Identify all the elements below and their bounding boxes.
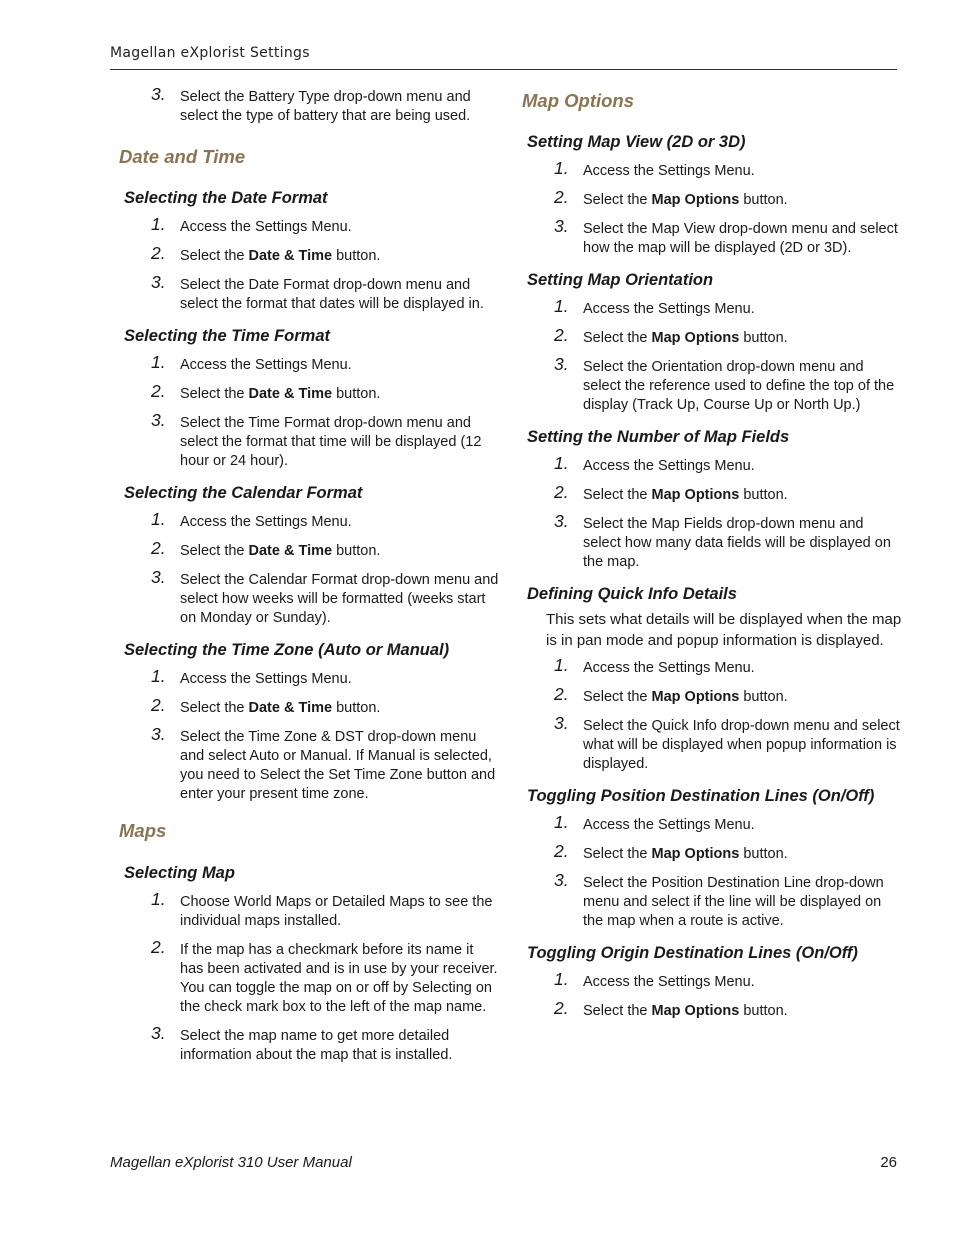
step-item: [119, 538, 499, 561]
step-text-plain: Select the Position Destination Line drop-down menu and select if the line will be displayed on the map when a route is active.: [583, 875, 884, 929]
subheading-selecting-map: Selecting Map: [124, 864, 235, 882]
subheading-map-view: Setting Map View (2D or 3D): [527, 133, 746, 151]
step-text-plain: Select the: [180, 700, 249, 716]
right-column: [522, 86, 902, 1031]
steps-map-fields: [522, 453, 902, 572]
step-item: [119, 381, 499, 404]
step-text-plain: Choose World Maps or Detailed Maps to see the individual maps installed.: [180, 894, 493, 929]
section-heading-maps: Maps: [119, 820, 167, 841]
step-number: 3.: [554, 216, 569, 236]
step-text-plain: button.: [332, 386, 381, 402]
steps-origin-lines: [522, 969, 902, 1021]
step-text-plain: Select the: [583, 330, 652, 346]
step-text-emphasis: Date & Time: [248, 386, 333, 402]
subheading-position-lines: Toggling Position Destination Lines (On/Off): [527, 787, 875, 805]
step-item: [522, 296, 902, 319]
step-text: [180, 277, 484, 312]
step-text-plain: button.: [739, 846, 788, 862]
step-text: [180, 942, 498, 1015]
step-text: [180, 1028, 452, 1063]
quick-info-paragraph: This sets what details will be displayed when the map is in pan mode and popup information is displayed.: [546, 611, 902, 649]
step-number: 1.: [151, 889, 166, 909]
step-item: [522, 812, 902, 835]
step-text-plain: Access the Settings Menu.: [583, 974, 755, 990]
step-text-plain: button.: [332, 700, 381, 716]
subheading-calendar-format: Selecting the Calendar Format: [124, 484, 363, 502]
step-text: [180, 514, 352, 530]
step-item: [119, 509, 499, 532]
step-text-plain: Access the Settings Menu.: [583, 163, 755, 179]
step-text-plain: Select the: [583, 689, 652, 705]
step-text: [180, 219, 352, 235]
steps-map-view: [522, 158, 902, 258]
step-number: 2.: [554, 482, 569, 502]
step-text: [583, 359, 894, 413]
step-text-emphasis: Map Options: [651, 1003, 740, 1019]
steps-selecting-map: [119, 889, 499, 1065]
step-text-plain: button.: [739, 330, 788, 346]
step-text: [180, 386, 380, 402]
step-text-emphasis: Map Options: [651, 689, 740, 705]
step-text-emphasis: Map Options: [651, 487, 740, 503]
step-text-plain: Access the Settings Menu.: [180, 357, 352, 373]
step-item: [522, 713, 902, 774]
step-text-plain: Access the Settings Menu.: [583, 817, 755, 833]
step-text-plain: Select the: [583, 846, 652, 862]
step-text: Select the Battery Type drop-down menu and select the type of battery that are being used.: [180, 89, 471, 124]
step-text: [180, 894, 492, 929]
step-text-plain: If the map has a checkmark before its name it has been activated and is in use by your receiver. You can toggle the map on or off by Selecting on the check mark box to the left of the map name.: [180, 942, 498, 1015]
step-number: 2.: [554, 684, 569, 704]
step-text-plain: Access the Settings Menu.: [583, 458, 755, 474]
step-number: 2.: [151, 538, 166, 558]
step-text-plain: button.: [739, 192, 788, 208]
step-text-plain: Access the Settings Menu.: [583, 301, 755, 317]
steps-map-orientation: [522, 296, 902, 415]
step-text-plain: Access the Settings Menu.: [180, 671, 352, 687]
step-item: [522, 325, 902, 348]
step-item: [119, 243, 499, 266]
step-text: [583, 163, 755, 179]
section-heading-date-time: Date and Time: [119, 146, 246, 167]
step-text: [583, 221, 898, 256]
step-text-plain: Select the Map View drop-down menu and select how the map will be displayed (2D or 3D).: [583, 221, 898, 256]
step-item: [119, 666, 499, 689]
step-item: [522, 684, 902, 707]
step-text: [583, 875, 884, 929]
step-item: [119, 937, 499, 1017]
footer-manual-title: Magellan eXplorist 310 User Manual: [110, 1154, 352, 1171]
step-number: 1.: [554, 812, 569, 832]
step-text-plain: button.: [739, 1003, 788, 1019]
steps-date-format: [119, 214, 499, 314]
step-text-emphasis: Date & Time: [248, 248, 333, 264]
step-number: 2.: [554, 998, 569, 1018]
step-item: [119, 889, 499, 931]
step-number: 1.: [151, 214, 166, 234]
step-text: [583, 458, 755, 474]
step-text: [583, 330, 788, 346]
step-text: [180, 357, 352, 373]
step-item: [522, 482, 902, 505]
step-number: 3.: [151, 272, 166, 292]
step-item: [119, 84, 499, 126]
step-text-plain: Select the Date Format drop-down menu and select the format that dates will be displayed in.: [180, 277, 484, 312]
steps-quick-info: [522, 655, 902, 774]
step-text: [583, 846, 788, 862]
step-number: 2.: [151, 695, 166, 715]
step-text: [583, 1003, 788, 1019]
subheading-time-format: Selecting the Time Format: [124, 327, 330, 345]
subheading-quick-info: Defining Quick Info Details: [527, 585, 737, 603]
step-text-plain: Access the Settings Menu.: [583, 660, 755, 676]
page-footer: [110, 1154, 897, 1171]
step-item: [119, 352, 499, 375]
step-text: [583, 301, 755, 317]
step-text: [180, 729, 495, 802]
step-text: [180, 248, 380, 264]
step-item: [522, 511, 902, 572]
step-item: [522, 655, 902, 678]
step-text: [583, 660, 755, 676]
step-text: [180, 671, 352, 687]
footer-page-number: 26: [880, 1154, 897, 1171]
step-item: [522, 969, 902, 992]
step-text-plain: Select the: [583, 1003, 652, 1019]
step-text-plain: Select the: [583, 192, 652, 208]
header-title: Magellan eXplorist Settings: [110, 45, 310, 61]
step-item: [522, 158, 902, 181]
section-heading-map-options: Map Options: [522, 90, 635, 111]
step-text-emphasis: Map Options: [651, 192, 740, 208]
step-number: 3.: [554, 511, 569, 531]
step-text: [583, 817, 755, 833]
step-number: 1.: [554, 296, 569, 316]
step-item: [522, 870, 902, 931]
step-number: 2.: [554, 325, 569, 345]
step-item: [522, 998, 902, 1021]
step-number: 1.: [151, 666, 166, 686]
step-number: 2.: [151, 381, 166, 401]
step-item: [522, 453, 902, 476]
steps-calendar-format: [119, 509, 499, 628]
step-item: [119, 724, 499, 804]
step-number: 3.: [151, 84, 166, 104]
steps-position-lines: [522, 812, 902, 931]
step-number: 3.: [151, 410, 166, 430]
step-text: [180, 415, 481, 469]
step-text-plain: Select the: [180, 543, 249, 559]
intro-steps: [119, 84, 499, 126]
step-text-plain: Select the Time Format drop-down menu and select the format that time will be displayed (12 hour or 24 hour).: [180, 415, 482, 469]
step-number: 1.: [151, 509, 166, 529]
step-item: [119, 695, 499, 718]
step-text-plain: Select the map name to get more detailed information about the map that is installed.: [180, 1028, 453, 1063]
step-text-plain: button.: [739, 689, 788, 705]
step-number: 1.: [554, 453, 569, 473]
step-number: 3.: [151, 724, 166, 744]
subheading-origin-lines: Toggling Origin Destination Lines (On/Off): [527, 944, 858, 962]
step-text: [583, 718, 900, 772]
step-text: [180, 572, 498, 626]
step-text-plain: button.: [332, 543, 381, 559]
step-item: [522, 841, 902, 864]
subheading-date-format: Selecting the Date Format: [124, 189, 328, 207]
step-text-emphasis: Map Options: [651, 846, 740, 862]
step-text-plain: Select the: [180, 248, 249, 264]
step-item: [119, 410, 499, 471]
step-number: 2.: [554, 841, 569, 861]
step-text-plain: Select the: [583, 487, 652, 503]
step-number: 1.: [554, 655, 569, 675]
step-text-plain: Select the: [180, 386, 249, 402]
step-item: [119, 272, 499, 314]
step-number: 2.: [554, 187, 569, 207]
step-text-plain: button.: [332, 248, 381, 264]
left-column: [119, 86, 499, 1075]
step-text-plain: Select the Orientation drop-down menu and select the reference used to define the top of the display (Track Up, Course Up or North Up.): [583, 359, 895, 413]
step-text-emphasis: Date & Time: [248, 543, 333, 559]
step-text-plain: button.: [739, 487, 788, 503]
step-number: 3.: [554, 354, 569, 374]
step-number: 3.: [151, 567, 166, 587]
step-text: [583, 689, 788, 705]
subheading-map-orientation: Setting Map Orientation: [527, 271, 714, 289]
step-item: [522, 354, 902, 415]
step-item: [119, 1023, 499, 1065]
step-number: 1.: [554, 969, 569, 989]
step-text: [583, 487, 788, 503]
subheading-map-fields: Setting the Number of Map Fields: [527, 428, 790, 446]
step-text-plain: Access the Settings Menu.: [180, 219, 352, 235]
step-text-plain: Select the Time Zone & DST drop-down menu and select Auto or Manual. If Manual is selected, you need to Select the Set Time Zone button and enter your present time zone.: [180, 729, 496, 802]
step-text-emphasis: Map Options: [651, 330, 740, 346]
page-header: [110, 45, 897, 70]
step-item: [522, 187, 902, 210]
step-text: [180, 543, 380, 559]
step-text-emphasis: Date & Time: [248, 700, 333, 716]
step-number: 1.: [554, 158, 569, 178]
step-number: 1.: [151, 352, 166, 372]
subheading-time-zone: Selecting the Time Zone (Auto or Manual): [124, 641, 450, 659]
step-number: 3.: [554, 713, 569, 733]
steps-time-zone: [119, 666, 499, 804]
step-text: [180, 700, 380, 716]
step-text-plain: Select the Quick Info drop-down menu and select what will be displayed when popup information is displayed.: [583, 718, 900, 772]
step-item: [522, 216, 902, 258]
step-item: [119, 214, 499, 237]
step-text: [583, 192, 788, 208]
step-item: [119, 567, 499, 628]
step-number: 2.: [151, 243, 166, 263]
step-number: 3.: [151, 1023, 166, 1043]
step-text-plain: Access the Settings Menu.: [180, 514, 352, 530]
step-number: 2.: [151, 937, 166, 957]
step-text: [583, 516, 891, 570]
step-text-plain: Select the Map Fields drop-down menu and select how many data fields will be displayed on the map.: [583, 516, 891, 570]
step-text-plain: Select the Calendar Format drop-down menu and select how weeks will be formatted (weeks start on Monday or Sunday).: [180, 572, 499, 626]
step-text: [583, 974, 755, 990]
steps-time-format: [119, 352, 499, 471]
step-number: 3.: [554, 870, 569, 890]
